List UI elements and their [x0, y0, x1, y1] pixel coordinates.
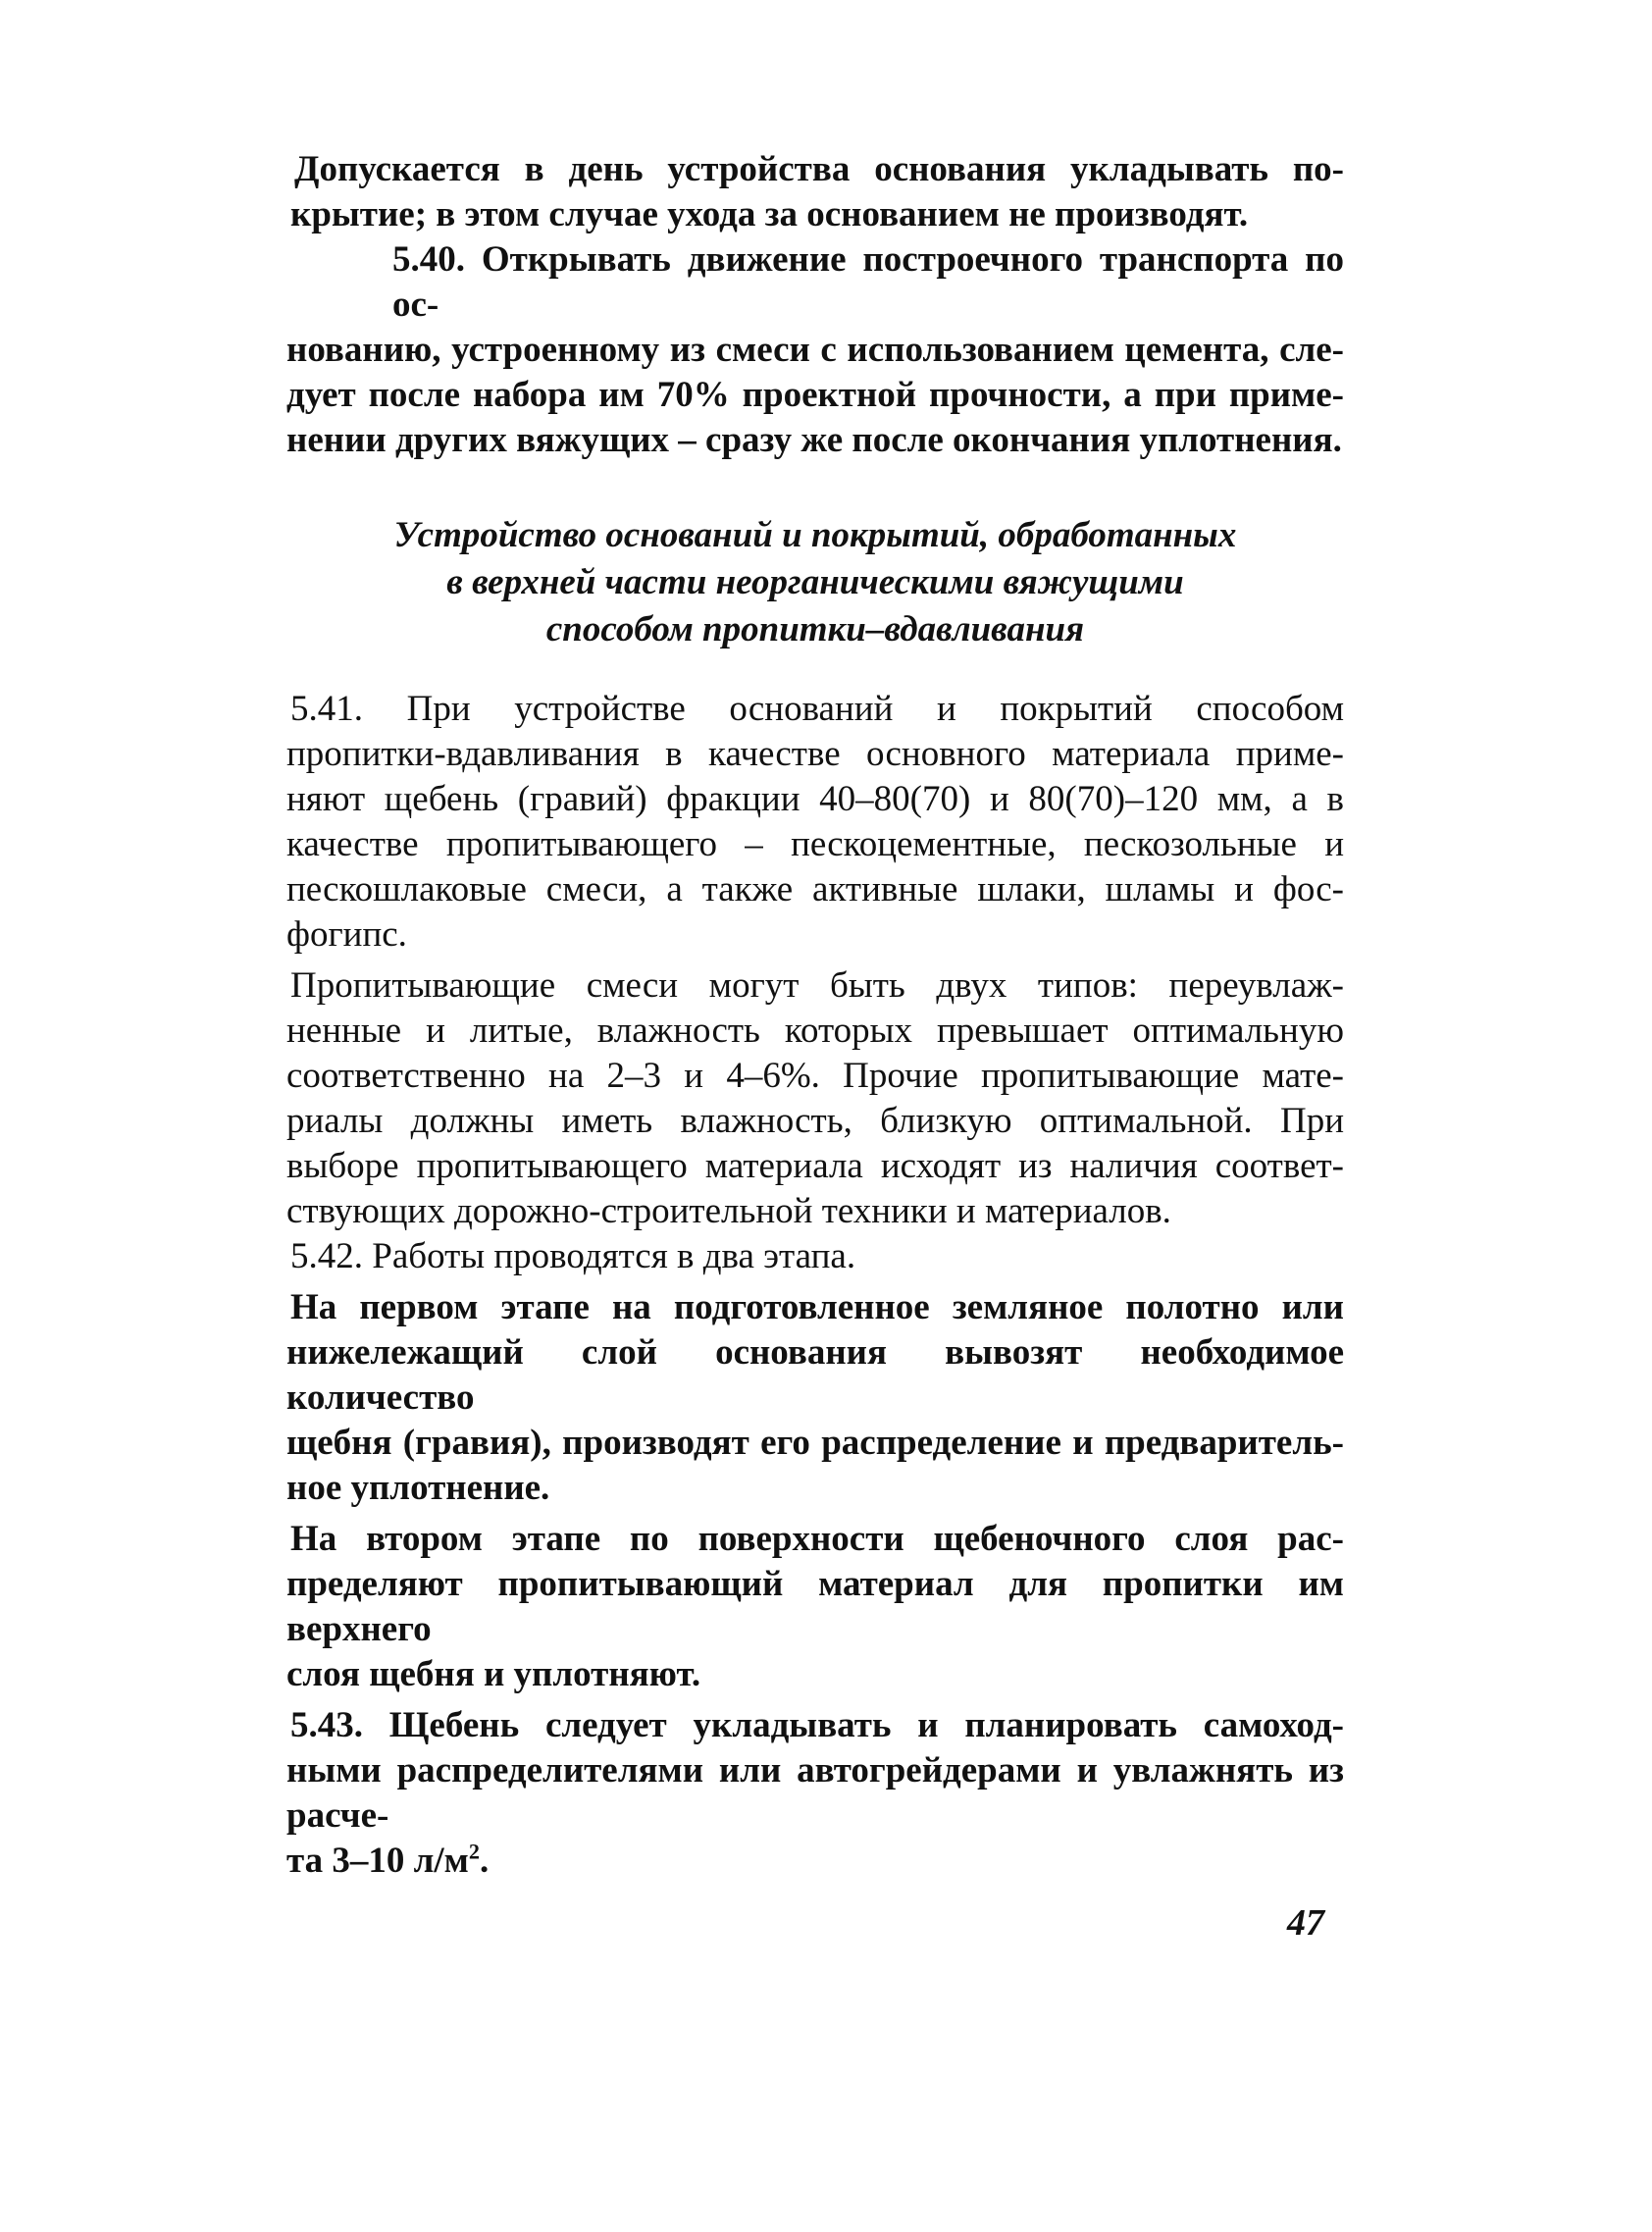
text-line: пескошлаковые смеси, а также активные шлаки, шламы и фос- [286, 869, 1344, 909]
text-line: фогипс. [286, 914, 407, 955]
paragraph-5-43 [286, 1703, 1344, 1884]
text-line: 5.42. Работы проводятся в два этапа. [290, 1236, 856, 1276]
text-line: ное уплотнение. [286, 1468, 550, 1508]
text-line: 5.43. Щебень следует укладывать и планировать самоход- [290, 1705, 1344, 1745]
paragraph-5-40 [286, 237, 1344, 463]
paragraph-basis-cover [286, 147, 1344, 237]
text-line: 5.41. При устройстве оснований и покрытий способом [290, 689, 1344, 729]
section-heading [286, 512, 1344, 653]
text-line: соответственно на 2–3 и 4–6%. Прочие пропитывающие мате- [286, 1056, 1344, 1096]
text-line: дует после набора им 70% проектной прочности, а при приме- [286, 375, 1344, 415]
text-line: На втором этапе по поверхности щебеночного слоя рас- [290, 1519, 1344, 1559]
text-period: . [479, 1841, 490, 1881]
text-line: ствующих дорожно-строительной техники и материалов. [286, 1191, 1171, 1231]
text-line: риалы должны иметь влажность, близкую оптимальной. При [286, 1101, 1344, 1141]
text-line: На первом этапе на подготовленное земляное полотно или [290, 1287, 1344, 1327]
text-line: Пропитывающие смеси могут быть двух типов: переувлаж- [290, 965, 1344, 1006]
heading-line: Устройство оснований и покрытий, обработанных [393, 515, 1237, 555]
text-line: крытие; в этом случае ухода за основанием не производят. [290, 194, 1249, 234]
text-line: няют щебень (гравий) фракции 40–80(70) и 80(70)–120 мм, а в [286, 779, 1344, 819]
paragraph-first-stage [286, 1285, 1344, 1511]
text-line: 5.40. Открывать движение построечного транспорта по ос- [392, 239, 1344, 325]
text-line: нении других вяжущих – сразу же после окончания уплотнения. [286, 420, 1342, 460]
heading-line: способом пропитки–вдавливания [545, 609, 1085, 649]
text-line: нованию, устроенному из смеси с использованием цемента, сле- [286, 330, 1344, 370]
text-line-with-superscript [286, 1839, 1344, 1884]
text-line: ненные и литые, влажность которых превышает оптимальную [286, 1011, 1344, 1051]
paragraph-impregnating-mixes [286, 963, 1344, 1234]
text-line: щебня (гравия), производят его распределение и предваритель- [286, 1423, 1344, 1463]
paragraph-second-stage [286, 1517, 1344, 1697]
text-line: Допускается в день устройства основания укладывать по- [294, 149, 1344, 189]
text-line: выборе пропитывающего материала исходят из наличия соответ- [286, 1146, 1344, 1186]
text-line: ными распределителями или автогрейдерами и увлажнять из расче- [286, 1750, 1344, 1836]
superscript-two: 2 [468, 1839, 480, 1864]
text-line: слоя щебня и уплотняют. [286, 1654, 701, 1694]
paragraph-5-41 [286, 687, 1344, 958]
text-line: качестве пропитывающего – пескоцементные, пескозольные и [286, 824, 1344, 864]
main-text [286, 147, 1344, 1884]
page-number: 47 [1287, 1902, 1324, 1944]
paragraph-5-42 [286, 1234, 1344, 1279]
text-line: пределяют пропитывающий материал для пропитки им верхнего [286, 1564, 1344, 1649]
heading-line: в верхней части неорганическими вяжущими [446, 562, 1184, 602]
text-line: та 3–10 л/м [286, 1841, 469, 1881]
text-line: нижележащий слой основания вывозят необходимое количество [286, 1332, 1344, 1418]
text-line: пропитки-вдавливания в качестве основного материала приме- [286, 734, 1344, 774]
